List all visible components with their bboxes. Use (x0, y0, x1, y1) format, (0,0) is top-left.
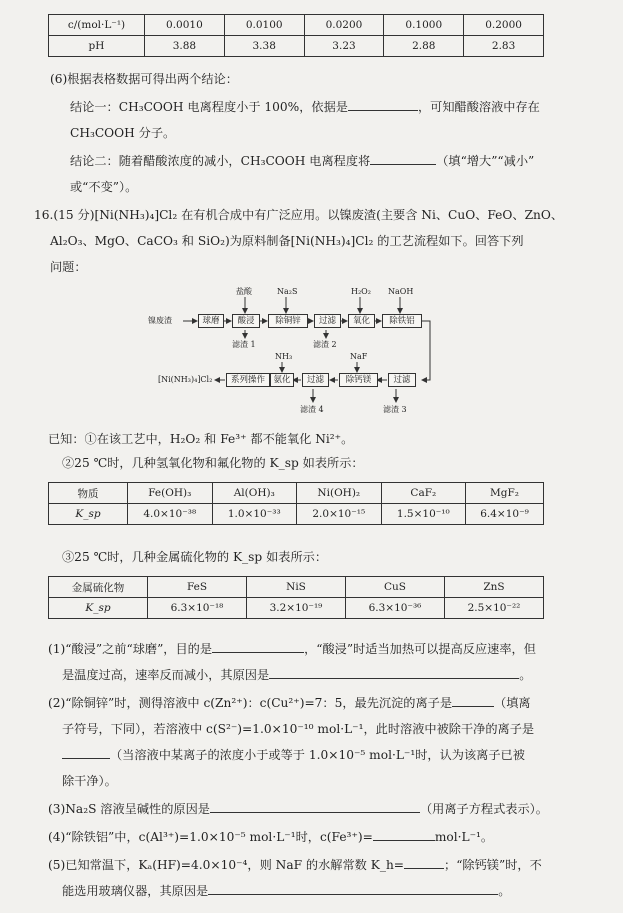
table-cell: 3.88 (145, 36, 225, 57)
table-cell: 1.0×10⁻³³ (212, 504, 297, 525)
flow-step-series-ops: 系列操作 (226, 373, 270, 387)
flow-step-acid-leach: 酸浸 (232, 314, 260, 328)
table-cell: CuS (346, 577, 445, 598)
table-cell: MgF₂ (466, 483, 544, 504)
answer-blank[interactable] (62, 746, 110, 759)
table-row (49, 504, 544, 525)
residue-2: 滤渣 2 (313, 340, 337, 349)
table-cell: 6.4×10⁻⁹ (466, 504, 544, 525)
table-cell: 0.0200 (304, 15, 384, 36)
table-cell: c/(mol·L⁻¹) (49, 15, 145, 36)
question-2b: 子符号，下同），若溶液中 c(S²⁻)=1.0×10⁻¹⁰ mol·L⁻¹，此时溶液中被除干净的离子是 (62, 722, 535, 736)
table-cell: 0.0010 (145, 15, 225, 36)
question-3 (48, 800, 548, 818)
flow-step-filter-3: 过滤 (302, 373, 329, 387)
table-cell: Ni(OH)₂ (297, 483, 382, 504)
table-cell: 1.5×10⁻¹⁰ (381, 504, 466, 525)
flow-step-filter-1: 过滤 (314, 314, 341, 328)
q1b-pre: 是温度过高，速率反而减小，其原因是 (62, 668, 270, 682)
table-cell: 0.0100 (224, 15, 304, 36)
answer-blank[interactable] (373, 828, 435, 841)
q5a-post: ；“除钙镁”时，不 (444, 858, 542, 872)
flow-step-ammoniate: 氨化 (270, 373, 294, 387)
table-cell: 0.2000 (464, 15, 544, 36)
question-1a (48, 640, 536, 658)
residue-1: 滤渣 1 (232, 340, 256, 349)
table-cell: 4.0×10⁻³⁸ (128, 504, 213, 525)
flow-step-ball-mill: 球磨 (198, 314, 224, 328)
table-cell: ZnS (445, 577, 544, 598)
known-1: 已知：①在该工艺中，H₂O₂ 和 Fe³⁺ 都不能氧化 Ni²⁺。 (48, 432, 354, 446)
known-3: ③25 ℃时，几种金属硫化物的 K_sp 如表所示： (62, 550, 328, 564)
table-cell: 2.5×10⁻²² (445, 598, 544, 619)
answer-blank[interactable] (452, 694, 494, 707)
table-cell: 6.3×10⁻³⁶ (346, 598, 445, 619)
q6-c2-post: （填“增大”“减小” (436, 154, 535, 168)
table-cell: 物质 (49, 483, 128, 504)
flow-step-remove-fe-al: 除铁铝 (382, 314, 422, 328)
table-row (49, 598, 544, 619)
q6-c1-line2: CH₃COOH 分子。 (70, 126, 176, 140)
residue-4: 滤渣 4 (300, 405, 324, 414)
table-row (49, 483, 544, 504)
flow-step-remove-ca-mg: 除钙镁 (339, 373, 378, 387)
q16-line2: Al₂O₃、MgO、CaCO₃ 和 SiO₂)为原料制备[Ni(NH₃)₄]Cl₂ 的工艺流程如下。回答下列 (50, 234, 524, 248)
question-2d: 除干净）。 (62, 774, 117, 788)
q5a-pre: (5)已知常温下，Kₐ(HF)=4.0×10⁻⁴，则 NaF 的水解常数 K_h= (48, 858, 405, 872)
flow-step-filter-2: 过滤 (388, 373, 416, 387)
table-cell: CaF₂ (381, 483, 466, 504)
q2c-post: （当溶液中某离子的浓度小于或等于 1.0×10⁻⁵ mol·L⁻¹时，认为该离子已被 (110, 748, 525, 762)
table-cell: 3.38 (224, 36, 304, 57)
q6-intro: (6)根据表格数据可得出两个结论： (50, 72, 238, 86)
ksp-table-1 (48, 482, 544, 525)
table-cell: K_sp (49, 504, 128, 525)
residue-3: 滤渣 3 (383, 405, 407, 414)
table-cell: 2.83 (464, 36, 544, 57)
table-row (49, 577, 544, 598)
question-5a (48, 856, 542, 874)
question-1b (62, 666, 531, 684)
table-cell: 2.88 (384, 36, 464, 57)
flow-start-label: 镍废渣 (148, 316, 172, 325)
flow-arrow (420, 321, 430, 380)
table-cell: K_sp (49, 598, 148, 619)
q1a-post: ，“酸浸”时适当加热可以提高反应速率，但 (304, 642, 536, 656)
answer-blank[interactable] (208, 882, 498, 895)
q16-line1: 16.(15 分)[Ni(NH₃)₄]Cl₂ 在有机合成中有广泛应用。以镍废渣(主要含 Ni、CuO、FeO、ZnO、 (34, 208, 564, 222)
q3-post: （用离子方程式表示）。 (420, 802, 548, 816)
q6-c2-pre: 结论二：随着醋酸浓度的减小，CH₃COOH 电离程度将 (70, 154, 371, 168)
q2a-post: （填离 (494, 696, 531, 710)
reagent-na2s: Na₂S (277, 287, 298, 296)
answer-blank[interactable] (212, 640, 304, 653)
table-cell: pH (49, 36, 145, 57)
q4-pre: (4)“除铁铝”中，c(Al³⁺)=1.0×10⁻⁵ mol·L⁻¹时，c(Fe³⁺)= (48, 830, 373, 844)
q5b-pre: 能选用玻璃仪器，其原因是 (62, 884, 209, 898)
q1a-pre: (1)“酸浸”之前“球磨”，目的是 (48, 642, 213, 656)
q16-line3: 问题： (50, 260, 87, 274)
reagent-naoh: NaOH (388, 287, 414, 296)
question-5b (62, 882, 510, 900)
table-cell: 3.23 (304, 36, 384, 57)
reagent-nh3: NH₃ (275, 352, 293, 361)
table-cell: 3.2×10⁻¹⁹ (247, 598, 346, 619)
answer-blank[interactable] (210, 800, 420, 813)
reagent-naf: NaF (350, 352, 368, 361)
q6-c2-line2: 或“不变”）。 (70, 180, 138, 194)
ksp-table-2 (48, 576, 544, 619)
table-cell: 2.0×10⁻¹⁵ (297, 504, 382, 525)
table-cell: FeS (148, 577, 247, 598)
answer-blank[interactable] (404, 856, 444, 869)
q1b-post: 。 (519, 668, 532, 682)
table-cell: Fe(OH)₃ (128, 483, 213, 504)
reagent-hcl: 盐酸 (236, 287, 252, 296)
table-cell: 6.3×10⁻¹⁸ (148, 598, 247, 619)
flow-step-remove-cu-zn: 除铜锌 (268, 314, 308, 328)
q6-c1-post: ，可知醋酸溶液中存在 (418, 100, 540, 114)
table-cell: 0.1000 (384, 15, 464, 36)
question-4 (48, 828, 493, 846)
q6-c1-pre: 结论一：CH₃COOH 电离程度小于 100%，依据是 (70, 100, 348, 114)
table-cell: Al(OH)₃ (212, 483, 297, 504)
known-2: ②25 ℃时，几种氢氧化物和氟化物的 K_sp 如表所示： (62, 456, 364, 470)
q5b-post: 。 (498, 884, 511, 898)
q4-post: mol·L⁻¹。 (434, 830, 494, 844)
table-cell: 金属硫化物 (49, 577, 148, 598)
q3-pre: (3)Na₂S 溶液呈碱性的原因是 (48, 802, 210, 816)
answer-blank[interactable] (269, 666, 519, 679)
reagent-h2o2: H₂O₂ (351, 287, 371, 296)
question-2a (48, 694, 531, 712)
q2a-pre: (2)“除铜锌”时，测得溶液中 c(Zn²⁺)：c(Cu²⁺)=7：5，最先沉淀的离子是 (48, 696, 453, 710)
flow-product: [Ni(NH₃)₄]Cl₂ (158, 375, 213, 384)
flow-step-oxidize: 氧化 (348, 314, 375, 328)
table-cell: NiS (247, 577, 346, 598)
question-2c (62, 746, 525, 764)
